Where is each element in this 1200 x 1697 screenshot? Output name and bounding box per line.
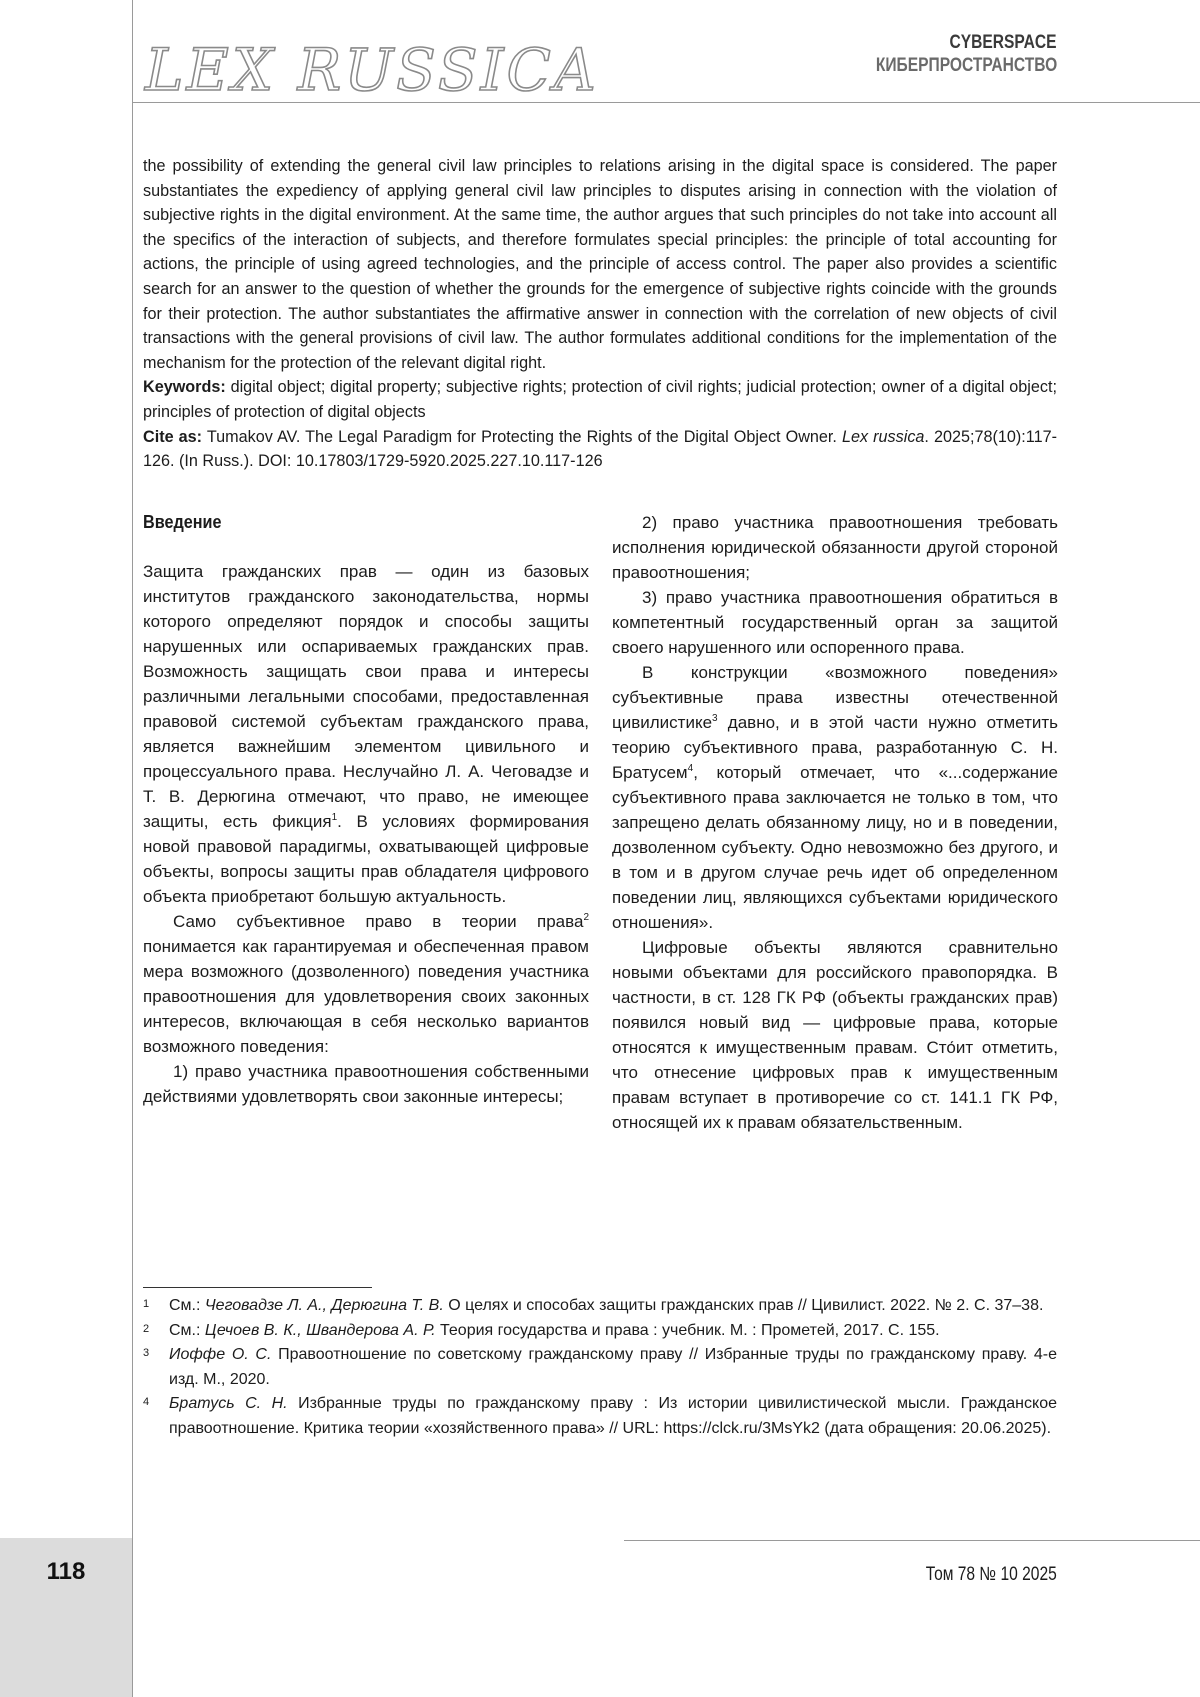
paragraph-text: . В условиях формирования новой правовой парадигмы, охватывающей цифровые объекты, вопросы защиты прав обладателя цифрового объекта приобретают большую актуальность.: [143, 812, 589, 906]
footnote-number: 4: [143, 1396, 150, 1408]
section-heading: Введение: [143, 512, 222, 532]
footnote-ref[interactable]: 1: [331, 812, 338, 823]
footnote-text: [169, 1294, 1057, 1319]
footnotes: [143, 1294, 1057, 1441]
footnote-divider: [143, 1287, 372, 1288]
footer-divider: [624, 1540, 1200, 1541]
footnote: [143, 1343, 1057, 1392]
footnote-number: 3: [143, 1347, 150, 1359]
paragraph-text: Защита гражданских прав — один из базовых институтов гражданского законодательства, нормы которого определяют порядок и способы защиты нарушенных или оспариваемых гражданских прав. Возможность защищать свои права и интересы различными легальными способами, предоставленная правовой системой субъектам гражданского права, является важнейшим элементом цивильного и процессуального права. Неслучайно Л. А. Чеговадзе и Т. В. Дерюгина отмечают, что право, не имеющее защиты, есть фикция: [143, 562, 589, 831]
paragraph: 3) право участника правоотношения обратиться в компетентный государственный орган за защитой своего нарушенного или оспоренного права.: [612, 588, 1058, 657]
footnote-prefix: См.:: [169, 1297, 205, 1314]
paragraph: 2) право участника правоотношения требовать исполнения юридической обязанности другой стороной правоотношения;: [612, 513, 1058, 582]
page-number: 118: [46, 1558, 86, 1585]
paragraph: Цифровые объекты являются сравнительно новыми объектами для российского правопорядка. В частности, в ст. 128 ГК РФ (объекты гражданских прав) появился новый вид — цифровые права, которые относятся к имущественным правам. Сто́ит отметить, что отнесение цифровых прав к имущественным правам вступает в противоречие со ст. 141.1 ГК РФ, относящей их к правам обязательственным.: [612, 938, 1058, 1132]
section-title-en: CYBERSPACE: [949, 32, 1057, 53]
paragraph-text: понимается как гарантируемая и обеспеченная правом мера возможного (дозволенного) поведения участника правоотношения для удовлетворения своих законных интересов, включающая в себя несколько вариантов возможного поведения:: [143, 937, 589, 1056]
cite-main: Tumakov AV. The Legal Paradigm for Protecting the Rights of the Digital Object Owner.: [202, 427, 842, 446]
footnote-body: Правоотношение по советскому гражданскому праву // Избранные труды по гражданскому праву. 4-е изд. М., 2020.: [169, 1346, 1058, 1388]
journal-logo: LEX RUSSICA: [145, 36, 599, 104]
footnote-number: 1: [143, 1298, 150, 1310]
footnote-authors: Братусь С. Н.: [169, 1395, 288, 1412]
paragraph-text: В конструкции «возможного поведения» субъективные права известны отечественной цивилистике: [612, 663, 1058, 732]
footnote-ref[interactable]: 2: [583, 912, 589, 923]
body-column-left: [143, 510, 589, 1109]
footnote-text: [169, 1319, 1057, 1344]
footnote-text: [169, 1392, 1057, 1441]
cite-journal: Lex russica: [841, 427, 925, 446]
footnote-authors: Цечоев В. К., Швандерова А. Р.: [204, 1321, 436, 1339]
footnote: [143, 1294, 1057, 1319]
footnote-prefix: См.:: [169, 1321, 205, 1339]
paragraph: 1) право участника правоотношения собственными действиями удовлетворять свои законные интересы;: [143, 1062, 589, 1106]
keywords-text: digital object; digital property; subjective rights; protection of civil rights; judicial protection; owner of a digital object; principles of protection of digital objects: [143, 378, 1057, 421]
section-title-ru: КИБЕРПРОСТРАНСТВО: [875, 55, 1057, 76]
header-divider: [132, 102, 1200, 103]
paragraph: [612, 660, 1058, 935]
citation: [143, 425, 1057, 474]
footnote-text: [169, 1343, 1057, 1392]
footnote: [143, 1319, 1057, 1344]
footnote-authors: Иоффе О. С.: [169, 1346, 272, 1363]
footnote: [143, 1392, 1057, 1441]
paragraph: [143, 909, 589, 1059]
paragraph-text: Само субъективное право в теории права: [173, 912, 584, 931]
issue-info: Том 78 № 10 2025: [925, 1564, 1057, 1585]
left-margin-bar: [0, 0, 133, 1697]
footnote-body: О целях и способах защиты гражданских прав // Цивилист. 2022. № 2. С. 37–38.: [443, 1297, 1044, 1314]
footnote-ref[interactable]: 4: [687, 763, 694, 774]
footnote-number: 2: [143, 1322, 150, 1335]
footnote-body: Теория государства и права : учебник. М. : Прометей, 2017. С. 155.: [435, 1321, 940, 1339]
keywords: [143, 375, 1057, 424]
cite-rest: . 2025;78(10):117-126. (In Russ.). DOI: 10.17803/1729-5920.2025.227.10.117-126: [143, 427, 1057, 471]
paragraph-text: давно, и в этой части нужно отметить теорию субъективного права, разработанную С. Н. Братусем: [612, 713, 1058, 782]
footnote-body: Избранные труды по гражданскому праву : Из истории цивилистической мысли. Гражданское правоотношение. Критика теории «хозяйственного права» // URL: https://clck.ru/3MsYk2 (дата обращения: 20.06.2025).: [169, 1395, 1057, 1437]
footnote-ref[interactable]: 3: [712, 713, 718, 724]
abstract: [143, 154, 1057, 474]
paragraph-text: , который отмечает, что «...содержание субъективного права заключается не только в том, что запрещено делать обязанному лицу, но и в поведении, дозволенном субъекту. Одно невозможно без другого, и в том и в другом случае речь идет об определенном поведении лиц, являющихся субъектами юридического отношения».: [612, 763, 1058, 932]
paragraph: [143, 559, 589, 909]
abstract-text: the possibility of extending the general civil law principles to relations arising in the digital space is considered. The paper substantiates the expediency of applying general civil law principles to disputes arising in connection with the violation of subjective rights in the digital environment. At the same time, the author argues that such principles do not take into account all the specifics of the interaction of subjects, and therefore formulates special principles: the principle of total accounting for actions, the principle of using agreed technologies, and the principle of access control. The paper also provides a scientific search for an answer to the question of whether the grounds for the emergence of subjective rights coincide with the grounds for their protection. The author substantiates the affirmative answer in connection with the correlation of new objects of civil transactions with the general provisions of civil law. The author formulates additional conditions for the implementation of the mechanism for the protection of the relevant digital right.: [143, 157, 1057, 372]
keywords-label: Keywords:: [143, 378, 226, 397]
footnote-authors: Чеговадзе Л. А., Дерюгина Т. В.: [204, 1297, 444, 1314]
body-column-right: [612, 510, 1058, 1135]
cite-label: Cite as:: [143, 427, 203, 446]
